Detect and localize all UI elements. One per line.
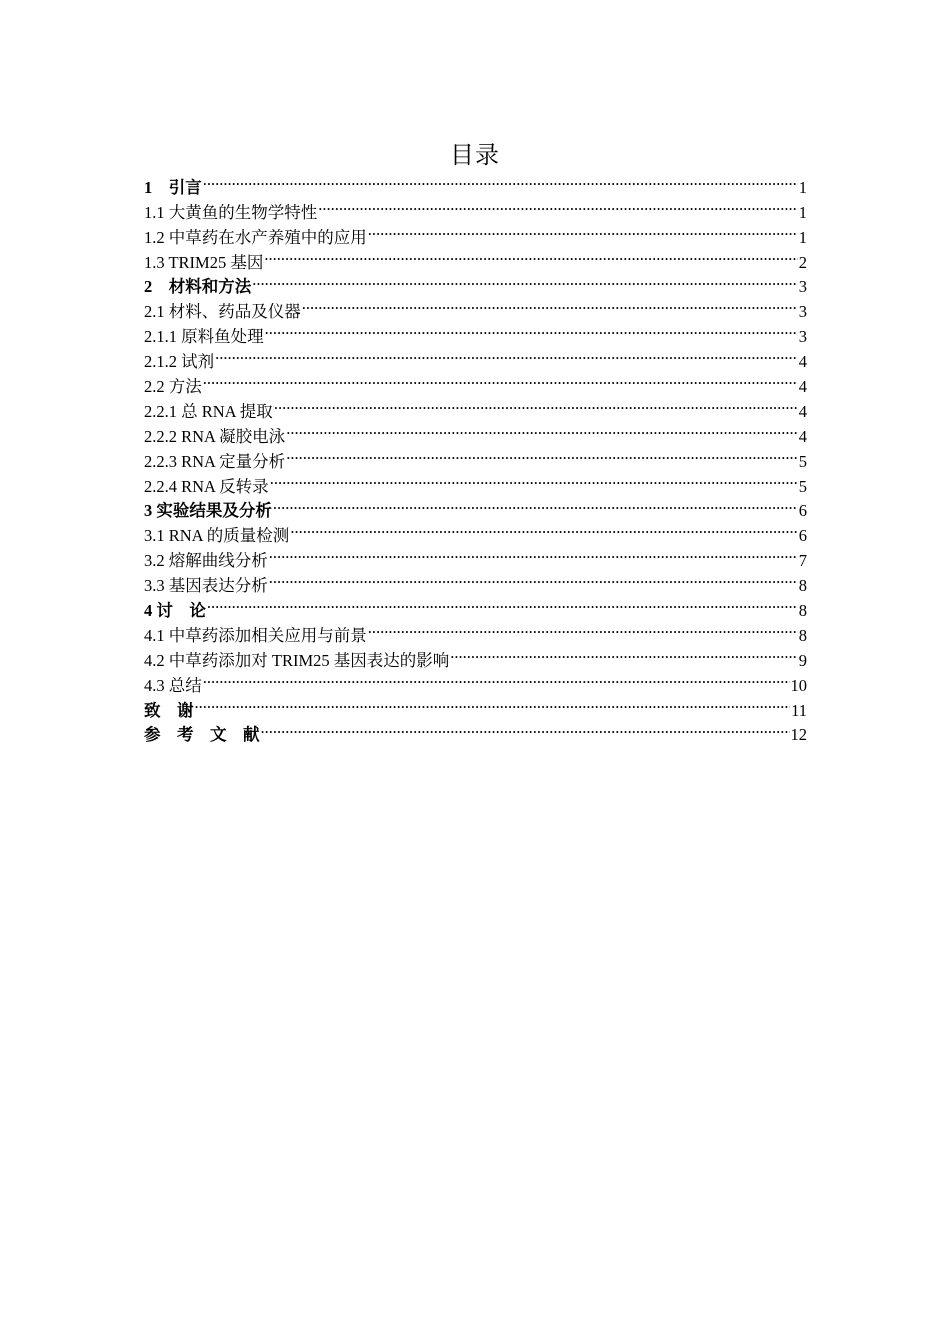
dot-leader <box>203 168 798 193</box>
table-of-contents <box>144 168 807 745</box>
dot-leader <box>265 317 798 342</box>
dot-leader <box>286 417 798 442</box>
toc-entry-label: 3.2 熔解曲线分析 <box>144 551 268 571</box>
toc-entry-page: 11 <box>791 700 807 720</box>
dot-leader <box>203 367 798 392</box>
toc-entry-page: 7 <box>798 551 807 571</box>
toc-entry-label: 4.3 总结 <box>144 675 202 695</box>
toc-entry-label: 3 实验结果及分析 <box>144 501 272 521</box>
toc-entry-label: 2.2 方法 <box>144 377 202 397</box>
toc-entry-page: 4 <box>798 426 807 446</box>
dot-leader <box>195 691 791 716</box>
toc-entry-label: 4.2 中草药添加对 TRIM25 基因表达的影响 <box>144 650 450 670</box>
toc-entry-label: 4 讨 论 <box>144 601 206 621</box>
toc-entry-page: 8 <box>798 601 807 621</box>
toc-entry-label: 1.1 大黄鱼的生物学特性 <box>144 202 318 222</box>
dot-leader <box>269 541 798 566</box>
dot-leader <box>450 641 798 666</box>
toc-entry-label: 2.2.3 RNA 定量分析 <box>144 451 286 471</box>
toc-entry-label: 2 材料和方法 <box>144 277 252 297</box>
toc-entry-label: 2.2.1 总 RNA 提取 <box>144 401 273 421</box>
toc-entry-label: 1.2 中草药在水产养殖中的应用 <box>144 227 367 247</box>
dot-leader <box>290 516 797 541</box>
toc-entry-label: 1 引言 <box>144 177 202 197</box>
toc-entry-label: 2.1.1 原料鱼处理 <box>144 327 264 347</box>
toc-entry-label: 2.2.4 RNA 反转录 <box>144 476 269 496</box>
toc-entry[interactable] <box>144 168 807 197</box>
dot-leader <box>274 392 798 417</box>
toc-entry-page: 3 <box>798 302 807 322</box>
dot-leader <box>286 442 798 467</box>
dot-leader <box>368 616 798 641</box>
dot-leader <box>264 243 797 268</box>
toc-entry-page: 12 <box>790 725 807 745</box>
toc-entry-page: 4 <box>798 401 807 421</box>
dot-leader <box>215 342 798 367</box>
toc-entry-label: 1.3 TRIM25 基因 <box>144 252 264 272</box>
toc-entry[interactable] <box>144 691 807 720</box>
toc-entry-page: 1 <box>798 227 807 247</box>
dot-leader <box>203 666 790 691</box>
toc-entry-label: 4.1 中草药添加相关应用与前景 <box>144 625 367 645</box>
dot-leader <box>207 591 798 616</box>
toc-entry-label: 2.1 材料、药品及仪器 <box>144 302 301 322</box>
toc-entry-page: 10 <box>790 675 807 695</box>
dot-leader <box>252 268 798 293</box>
toc-entry-label: 3.1 RNA 的质量检测 <box>144 526 290 546</box>
toc-entry[interactable] <box>144 716 807 745</box>
toc-entry[interactable] <box>144 367 807 397</box>
toc-entry-page: 6 <box>798 526 807 546</box>
toc-entry-label: 2.2.2 RNA 凝胶电泳 <box>144 426 286 446</box>
toc-entry[interactable] <box>144 666 807 695</box>
toc-entry-page: 9 <box>798 650 807 670</box>
dot-leader <box>270 467 798 492</box>
toc-entry-page: 2 <box>798 252 807 272</box>
dot-leader <box>273 492 798 517</box>
toc-entry-page: 4 <box>798 377 807 397</box>
toc-entry[interactable] <box>144 616 807 645</box>
toc-entry-page: 1 <box>798 202 807 222</box>
dot-leader <box>261 716 790 741</box>
toc-entry-label: 参 考 文 献 <box>144 725 260 745</box>
toc-entry-page: 3 <box>798 327 807 347</box>
toc-entry-label: 2.1.2 试剂 <box>144 352 215 372</box>
toc-entry-page: 4 <box>798 352 807 372</box>
dot-leader <box>368 218 798 243</box>
toc-entry-page: 5 <box>798 451 807 471</box>
dot-leader <box>302 292 798 317</box>
toc-entry-page: 3 <box>798 277 807 297</box>
toc-entry[interactable] <box>144 193 807 222</box>
toc-entry-page: 5 <box>798 476 807 496</box>
toc-entry-label: 3.3 基因表达分析 <box>144 576 268 596</box>
dot-leader <box>269 566 798 591</box>
toc-title: 目录 <box>450 141 500 169</box>
dot-leader <box>318 193 798 218</box>
toc-entry[interactable] <box>144 591 807 621</box>
toc-entry[interactable] <box>144 342 807 372</box>
toc-entry[interactable] <box>144 392 807 421</box>
toc-entry-page: 6 <box>798 501 807 521</box>
toc-entry-label: 致 谢 <box>144 700 194 720</box>
toc-entry-page: 8 <box>798 576 807 596</box>
toc-entry-page: 1 <box>798 177 807 197</box>
toc-entry-page: 8 <box>798 625 807 645</box>
